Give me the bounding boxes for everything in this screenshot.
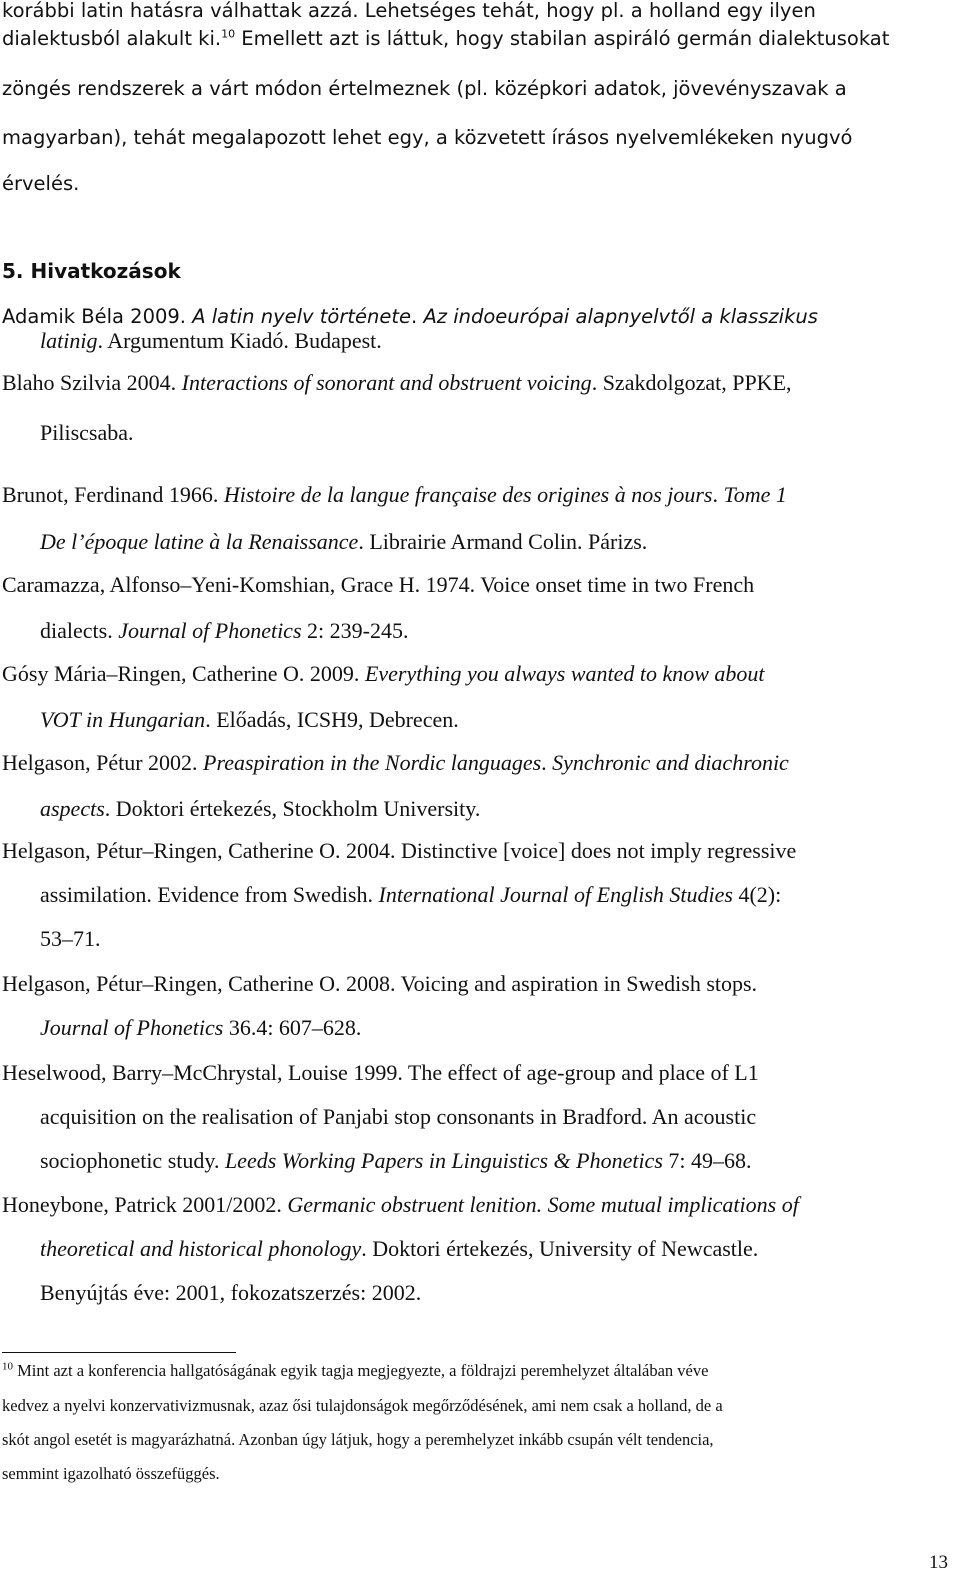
- text-run: . Szakdolgozat, PPKE,: [591, 370, 792, 395]
- italic-text: Germanic obstruent lenition. Some mutual implications of: [287, 1192, 799, 1217]
- text-run: Adamik Béla 2009.: [2, 305, 193, 328]
- text-run: Piliscsaba.: [40, 420, 134, 445]
- text-run: 53–71.: [40, 926, 101, 951]
- reference-line: [2, 836, 950, 866]
- text-run: acquisition on the realisation of Panjabi stop consonants in Bradford. An acoustic: [40, 1104, 757, 1129]
- text-run: érvelés.: [2, 172, 80, 195]
- text-run: Helgason, Pétur–Ringen, Catherine O. 2004. Distinctive [voice] does not imply regressive: [2, 838, 797, 863]
- italic-text: Az indoeurópai alapnyelvtől a klasszikus: [423, 305, 818, 328]
- text-run: 7: 49–68.: [662, 1148, 752, 1173]
- text-run: assimilation. Evidence from Swedish.: [40, 882, 379, 907]
- reference-line: [40, 326, 950, 356]
- text-run: Benyújtás éve: 2001, fokozatszerzés: 2002.: [40, 1280, 422, 1305]
- text-run: Heselwood, Barry–McChrystal, Louise 1999. The effect of age-group and place of L1: [2, 1060, 759, 1085]
- footnote-text: semmint igazolható összefüggés.: [2, 1464, 220, 1483]
- italic-text: VOT in Hungarian: [40, 707, 206, 732]
- text-run: Helgason, Pétur 2002.: [2, 750, 204, 775]
- reference-line: [40, 1146, 950, 1176]
- italic-text: Histoire de la langue française des origines à nos jours: [223, 482, 713, 507]
- text-run: . Argumentum Kiadó. Budapest.: [97, 328, 382, 353]
- italic-text: Leeds Working Papers in Linguistics & Phonetics: [224, 1148, 663, 1173]
- text-run: . Librairie Armand Colin. Párizs.: [358, 529, 648, 554]
- footnote-text: skót angol esetét is magyarázhatná. Azonban úgy látjuk, hogy a peremhelyzet inkább csupán vélt tendencia,: [2, 1430, 714, 1449]
- reference-line: [2, 480, 950, 510]
- text-run: Helgason, Pétur–Ringen, Catherine O. 2008. Voicing and aspiration in Swedish stops.: [2, 971, 758, 996]
- reference-line: [40, 705, 950, 735]
- reference-line: [2, 1190, 950, 1220]
- footnote-text: Mint azt a konferencia hallgatóságának egyik tagja megjegyezte, a földrajzi peremhelyzet általában véve: [13, 1361, 709, 1380]
- italic-text: Everything you always wanted to know about: [364, 661, 765, 686]
- footnote-marker: 10: [2, 1360, 13, 1373]
- text-run: . Doktori értekezés, Stockholm University.: [104, 796, 481, 821]
- italic-text: aspects: [40, 796, 105, 821]
- footnote-line: [2, 1463, 950, 1485]
- text-run: dialektusból alakult ki.: [2, 27, 222, 50]
- text-run: .: [541, 750, 553, 775]
- text-run: 4(2):: [732, 882, 782, 907]
- text-run: .: [411, 305, 424, 328]
- italic-text: Interactions of sonorant and obstruent voicing: [181, 370, 592, 395]
- reference-line: [2, 748, 950, 778]
- text-run: Honeybone, Patrick 2001/2002.: [2, 1192, 288, 1217]
- footnote-separator: [2, 1352, 236, 1353]
- reference-line: [40, 924, 950, 954]
- reference-line: [2, 1058, 950, 1088]
- italic-text: Preaspiration in the Nordic languages: [203, 750, 542, 775]
- text-run: . Előadás, ICSH9, Debrecen.: [205, 707, 459, 732]
- footnote-line: [2, 1360, 950, 1382]
- footnote-line: [2, 1395, 950, 1417]
- text-run: Caramazza, Alfonso–Yeni-Komshian, Grace H. 1974. Voice onset time in two French: [2, 572, 755, 597]
- reference-line: [40, 616, 950, 646]
- body-line: [2, 74, 950, 104]
- reference-line: [2, 368, 950, 398]
- text-run: Blaho Szilvia 2004.: [2, 370, 182, 395]
- text-run: sociophonetic study.: [40, 1148, 225, 1173]
- footnote-line: [2, 1429, 950, 1451]
- body-line: [2, 123, 950, 153]
- text-run: korábbi latin hatásra válhattak azzá. Lehetséges tehát, hogy pl. a holland egy ilyen: [2, 0, 816, 22]
- text-run: magyarban), tehát megalapozott lehet egy, a közvetett írásos nyelvemlékeken nyugvó: [2, 126, 853, 149]
- text-run: Emellett azt is láttuk, hogy stabilan aspiráló germán dialektusokat: [235, 27, 890, 50]
- reference-line: [40, 794, 950, 824]
- body-line: [2, 169, 950, 199]
- reference-line: [40, 1278, 950, 1308]
- italic-text: Synchronic and diachronic: [552, 750, 789, 775]
- footnote-marker: 10: [221, 27, 236, 41]
- body-line: [2, 0, 950, 26]
- reference-line: [2, 659, 950, 689]
- italic-text: latinig: [40, 328, 98, 353]
- reference-line: [2, 570, 950, 600]
- text-run: 2: 239-245.: [301, 618, 409, 643]
- reference-line: [2, 969, 950, 999]
- text-run: Brunot, Ferdinand 1966.: [2, 482, 224, 507]
- reference-line: [40, 1102, 950, 1132]
- text-run: 36.4: 607–628.: [223, 1015, 362, 1040]
- text-run: . Doktori értekezés, University of Newcastle.: [361, 1236, 759, 1261]
- page-number: 13: [929, 1552, 948, 1573]
- reference-line: [40, 418, 950, 448]
- italic-text: Journal of Phonetics: [40, 1015, 224, 1040]
- text-run: zöngés rendszerek a várt módon értelmeznek (pl. középkori adatok, jövevényszavak a: [2, 77, 847, 100]
- italic-text: International Journal of English Studies: [378, 882, 733, 907]
- italic-text: theoretical and historical phonology: [40, 1236, 362, 1261]
- italic-text: Tome 1: [723, 482, 787, 507]
- reference-line: [40, 527, 950, 557]
- body-line: [2, 24, 950, 54]
- text-run: Gósy Mária–Ringen, Catherine O. 2009.: [2, 661, 365, 686]
- text-run: dialects.: [40, 618, 119, 643]
- reference-line: [40, 880, 950, 910]
- footnote-text: kedvez a nyelvi konzervativizmusnak, azaz ősi tulajdonságok megőrződésének, ami nem csak a holland, de a: [2, 1396, 723, 1415]
- section-heading: 5. Hivatkozások: [2, 259, 181, 283]
- text-run: .: [712, 482, 724, 507]
- reference-line: [40, 1013, 950, 1043]
- italic-text: Journal of Phonetics: [118, 618, 302, 643]
- italic-text: De l’époque latine à la Renaissance: [40, 529, 359, 554]
- reference-line: [40, 1234, 950, 1264]
- italic-text: A latin nyelv története: [192, 305, 412, 328]
